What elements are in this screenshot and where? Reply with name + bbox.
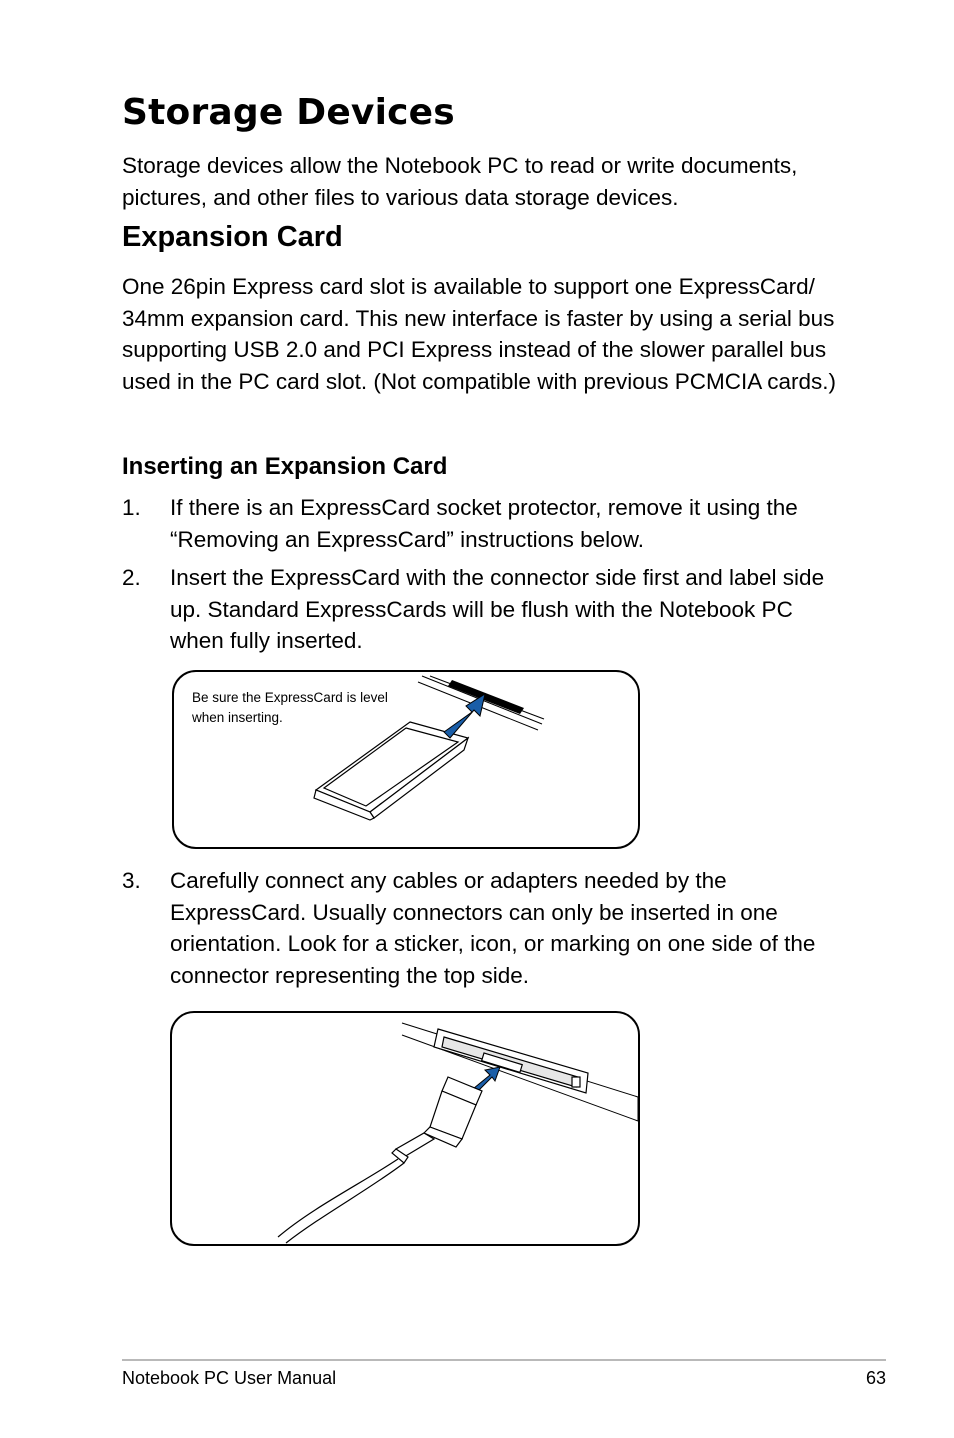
expresscard xyxy=(314,722,468,820)
step-text: Carefully connect any cables or adapters needed by the ExpressCard. Usually connectors can only be inserted in one orientation. Look for a sticker, icon, or marking on one side of the connector representing the top side. xyxy=(170,868,816,988)
intro-paragraph: Storage devices allow the Notebook PC to read or write documents, pictures, and other files to various data storage devices. xyxy=(122,153,798,210)
connector-cable-figure xyxy=(170,1011,640,1246)
step-item xyxy=(122,865,842,991)
footer-divider xyxy=(122,1359,886,1361)
expresscard-illustration xyxy=(174,672,642,851)
step-text: If there is an ExpressCard socket protector, remove it using the “Removing an ExpressCard” instructions below. xyxy=(170,495,798,552)
step-number: 3. xyxy=(122,868,141,893)
step-number: 1. xyxy=(122,495,141,520)
cable xyxy=(278,1159,404,1243)
step-item xyxy=(122,492,842,555)
expresscard-insert-figure xyxy=(172,670,640,849)
step-text: Insert the ExpressCard with the connector side first and label side up. Standard ExpressCards will be flush with the Notebook PC when fully inserted. xyxy=(170,565,825,653)
figure-caption: Be sure the ExpressCard is level when inserting. xyxy=(192,690,388,725)
connector-illustration xyxy=(172,1013,642,1248)
connector-plug xyxy=(392,1077,482,1163)
section-paragraph: One 26pin Express card slot is available to support one ExpressCard/ 34mm expansion card. This new interface is faster by using a serial bus supporting USB 2.0 and PCI Express instead of the slower parallel bus used in the PC card slot. (Not compatible with previous PCMCIA cards.) xyxy=(122,274,837,394)
page-title: Storage Devices xyxy=(122,92,455,133)
page-number: 63 xyxy=(865,1368,886,1388)
footer-manual-name: Notebook PC User Manual xyxy=(122,1368,337,1388)
step-number: 2. xyxy=(122,565,141,590)
section-title: Expansion Card xyxy=(122,221,343,253)
subsection-title: Inserting an Expansion Card xyxy=(122,453,448,480)
step-item xyxy=(122,562,842,657)
